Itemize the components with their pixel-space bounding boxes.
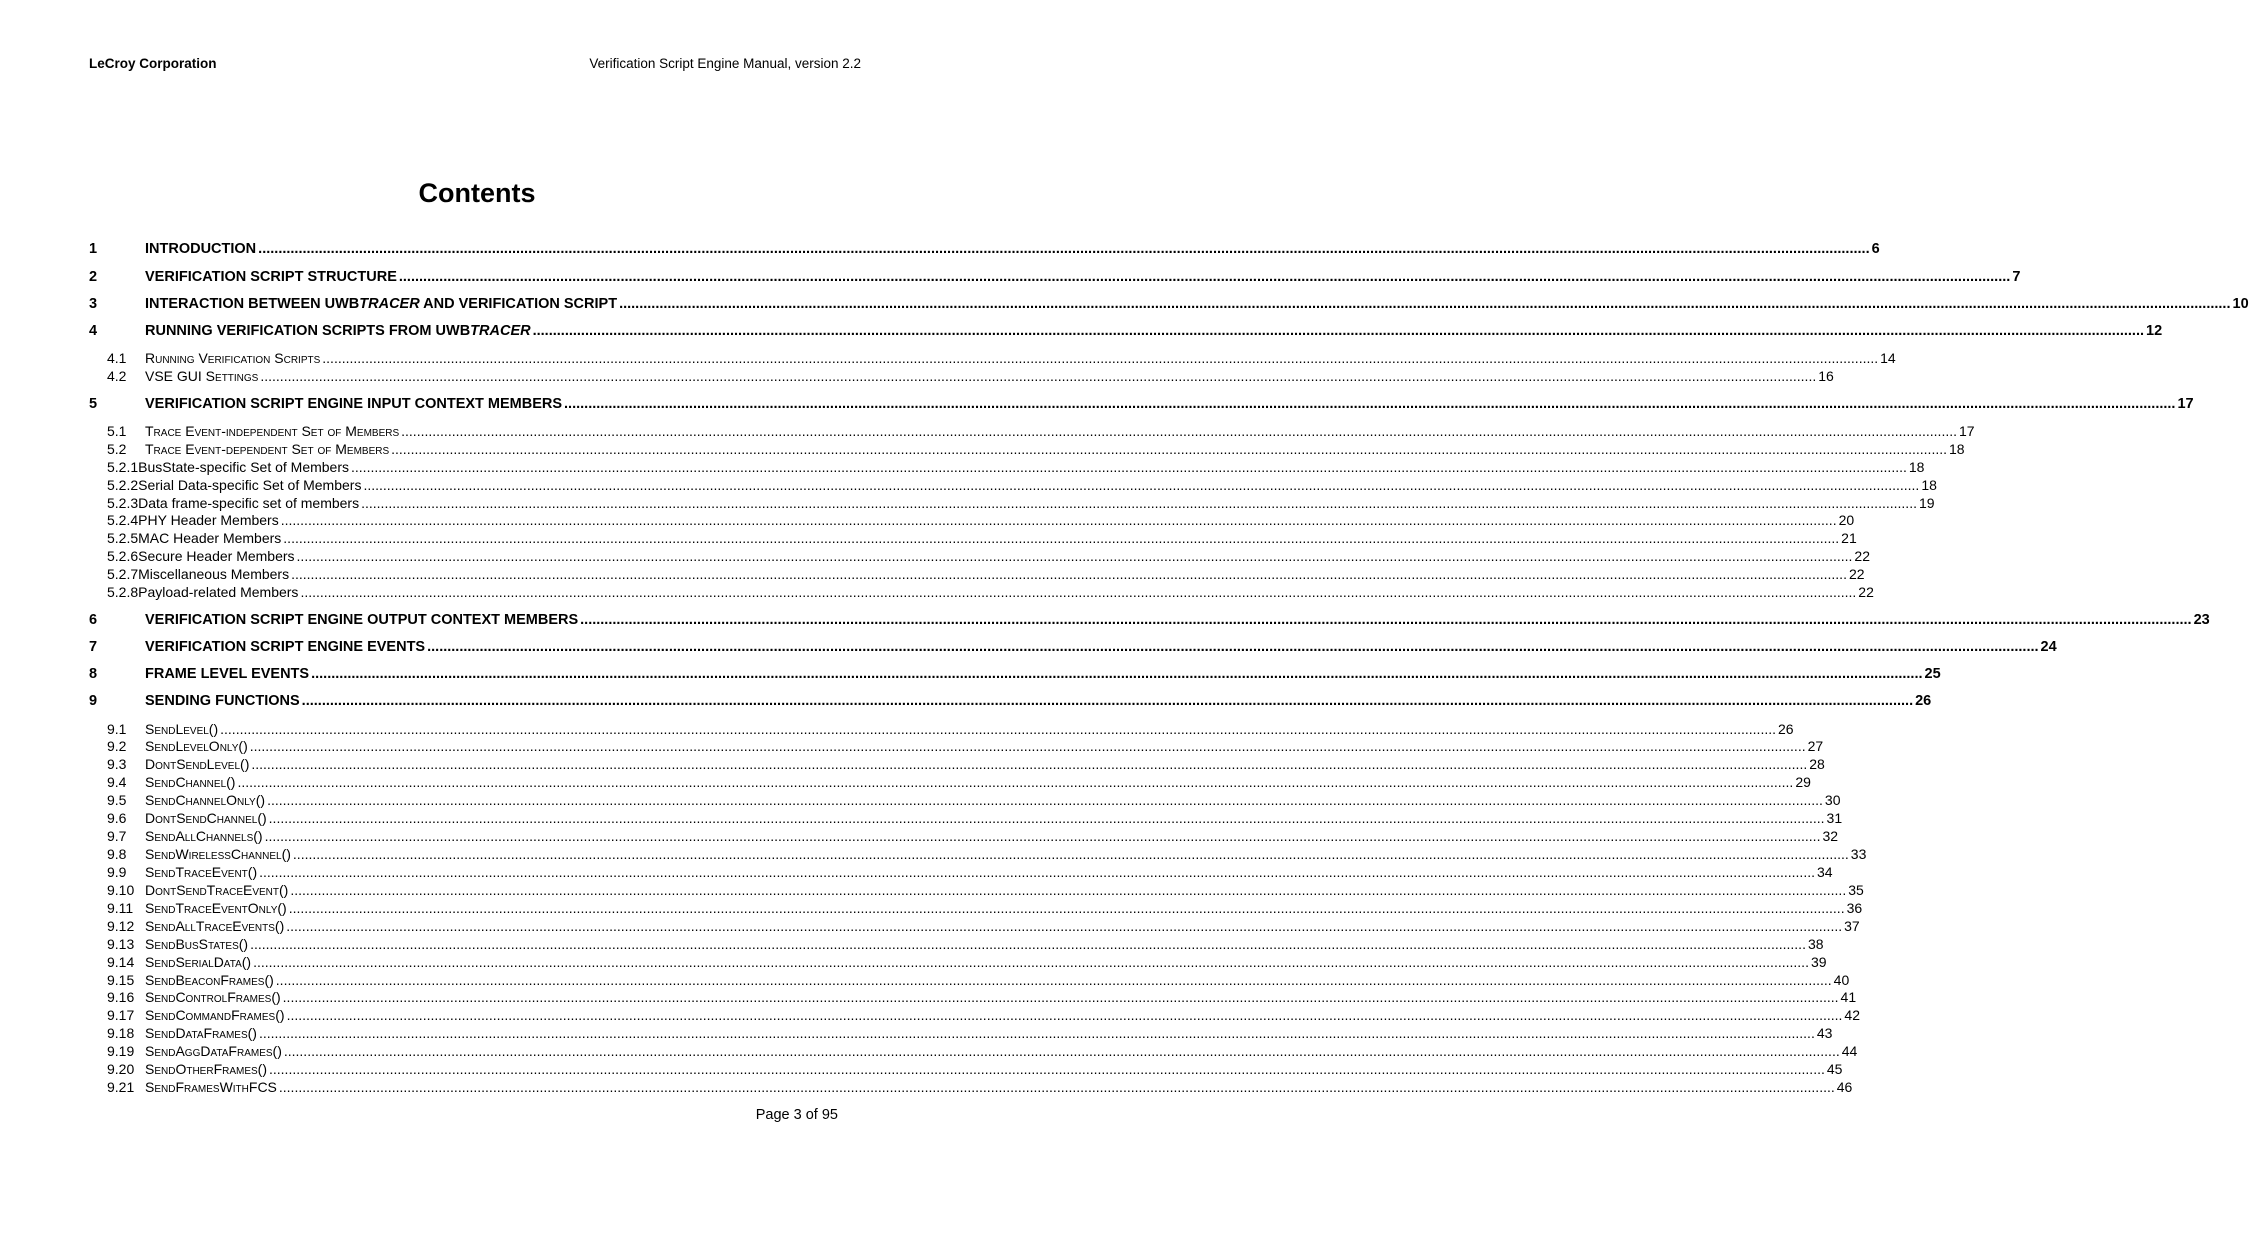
toc-entry-number: 9.10 [107,882,135,898]
toc-entry-page: 28 [1809,756,1825,772]
toc-entry-page: 45 [1826,1061,1843,1077]
toc-entry-page: 29 [1795,774,1811,790]
toc-entry-number: 4.1 [107,350,127,366]
toc-entry-page: 16 [1818,368,1834,384]
toc-dot-leader: ................................................................................................................................................................................................................................................................................................................................................................................................................ [564,396,2176,412]
toc-entry-number: 5.2.5 [107,530,139,546]
toc-dot-leader: ................................................................................................................................................................................................................................................................................................................................................................................................................ [322,350,1879,366]
toc-entry-number: 4 [89,323,98,339]
toc-entry-number: 9.5 [107,792,127,808]
toc-entry-page: 18 [1908,459,1925,475]
toc-entry-label: Serial Data-specific Set of Members [138,477,362,493]
toc-dot-leader: ................................................................................................................................................................................................................................................................................................................................................................................................................ [288,900,1845,916]
toc-entry-number: 9.20 [107,1061,135,1077]
toc-dot-leader: ................................................................................................................................................................................................................................................................................................................................................................................................................ [532,323,2145,339]
toc-entry-page: 21 [1841,530,1857,546]
header-manual-title: Verification Script Engine Manual, version 2.2 [589,56,861,71]
toc-entry-number: 9.4 [107,774,127,790]
toc-entry[interactable] [89,349,1896,367]
toc-entry[interactable] [89,863,1833,881]
toc-entry-label: SendTraceEvent() [145,864,258,880]
toc-entry-number: 5.2.4 [107,512,139,528]
toc-entry-number: 6 [89,612,98,628]
toc-entry-page: 7 [2012,269,2021,285]
toc-entry-page: 10 [2232,296,2249,312]
toc-dot-leader: ................................................................................................................................................................................................................................................................................................................................................................................................................ [278,1079,1835,1095]
toc-dot-leader: ................................................................................................................................................................................................................................................................................................................................................................................................................ [249,738,1806,754]
toc-entry[interactable] [89,1024,1833,1042]
toc-entry[interactable] [89,971,1850,989]
toc-dot-leader: ................................................................................................................................................................................................................................................................................................................................................................................................................ [619,296,2231,312]
toc-dot-leader: ................................................................................................................................................................................................................................................................................................................................................................................................................ [300,584,1857,600]
toc-entry-label: Trace Event-dependent Set of Members [145,441,390,457]
toc-entry-label: SendLevel() [145,721,219,737]
toc-dot-leader: ................................................................................................................................................................................................................................................................................................................................................................................................................ [391,441,1947,457]
toc-dot-leader: ................................................................................................................................................................................................................................................................................................................................................................................................................ [237,774,1794,790]
toc-entry-number: 9.6 [107,810,127,826]
toc-entry-number: 9.11 [107,900,134,916]
toc-entry[interactable] [89,295,2249,313]
toc-entry-page: 20 [1838,512,1855,528]
toc-entry-page: 17 [1959,423,1975,439]
toc-entry-page: 43 [1816,1025,1833,1041]
toc-dot-leader: ................................................................................................................................................................................................................................................................................................................................................................................................................ [291,566,1847,582]
toc-entry[interactable] [89,476,1937,494]
toc-entry[interactable] [89,845,1867,863]
toc-entry-label: FRAME LEVEL EVENTS [145,666,310,682]
toc-entry-label: SendSerialData() [145,954,252,970]
toc-entry[interactable] [89,565,1865,583]
toc-entry[interactable] [89,422,1975,440]
toc-entry-number: 8 [89,666,98,682]
toc-dot-leader: ................................................................................................................................................................................................................................................................................................................................................................................................................ [398,269,2011,285]
toc-entry[interactable] [89,547,1870,565]
toc-dot-leader: ................................................................................................................................................................................................................................................................................................................................................................................................................ [311,666,1923,682]
toc-entry-page: 40 [1833,972,1850,988]
toc-entry[interactable] [89,494,1935,512]
toc-entry-label: RUNNING VERIFICATION SCRIPTS FROM UWBTRACER [145,323,531,339]
toc-entry-label: MAC Header Members [138,530,282,546]
toc-entry-page: 25 [1924,666,1941,682]
toc-dot-leader: ................................................................................................................................................................................................................................................................................................................................................................................................................ [290,882,1847,898]
toc-entry[interactable] [89,322,2163,340]
toc-entry[interactable] [89,899,1863,917]
toc-entry-page: 17 [2177,396,2194,412]
toc-entry[interactable] [89,665,1941,683]
toc-entry-label: DontSendTraceEvent() [145,882,289,898]
toc-entry-page: 24 [2040,639,2057,655]
toc-entry-label: SendOtherFrames() [145,1061,267,1077]
toc-entry[interactable] [89,395,2194,413]
toc-dot-leader: ................................................................................................................................................................................................................................................................................................................................................................................................................ [267,792,1823,808]
toc-entry-label: VERIFICATION SCRIPT ENGINE OUTPUT CONTEXT MEMBERS [145,612,579,628]
page-title: Contents [418,178,536,208]
toc-entry-number: 7 [89,639,98,655]
toc-entry-label: Trace Event-independent Set of Members [145,423,400,439]
toc-entry-number: 5.2.1 [107,459,139,475]
toc-dot-leader: ................................................................................................................................................................................................................................................................................................................................................................................................................ [283,1043,1840,1059]
toc-entry[interactable] [89,511,1855,529]
toc-dot-leader: ................................................................................................................................................................................................................................................................................................................................................................................................................ [253,954,1809,970]
toc-entry[interactable] [89,1078,1853,1096]
toc-entry-label: VERIFICATION SCRIPT ENGINE INPUT CONTEXT MEMBERS [145,396,563,412]
toc-entry-label: Miscellaneous Members [138,566,290,582]
toc-entry-number: 9.3 [107,756,127,772]
toc-entry-label: Payload-related Members [138,584,299,600]
toc-entry-page: 19 [1918,495,1935,511]
toc-entry[interactable] [89,791,1841,809]
toc-entry-label: Secure Header Members [138,548,295,564]
toc-entry-page: 36 [1846,900,1863,916]
toc-entry-number: 5.2.8 [107,584,139,600]
toc-entry[interactable] [89,1006,1860,1024]
toc-entry-label: BusState-specific Set of Members [138,459,350,475]
toc-dot-leader: ................................................................................................................................................................................................................................................................................................................................................................................................................ [260,368,1817,384]
toc-dot-leader: ................................................................................................................................................................................................................................................................................................................................................................................................................ [250,936,1806,952]
toc-entry[interactable] [89,240,1880,258]
toc-entry-label: SendChannelOnly() [145,792,266,808]
toc-entry[interactable] [89,458,1925,476]
toc-entry-label: VERIFICATION SCRIPT STRUCTURE [145,269,397,285]
toc-dot-leader: ................................................................................................................................................................................................................................................................................................................................................................................................................ [283,530,1840,546]
toc-dot-leader: ................................................................................................................................................................................................................................................................................................................................................................................................................ [220,721,1776,737]
toc-entry-label: SendControlFrames() [145,989,281,1005]
toc-entry-number: 4.2 [107,368,127,384]
toc-entry[interactable] [89,611,2210,629]
toc-entry-number: 5.2.7 [107,566,139,582]
toc-entry-number: 2 [89,269,98,285]
toc-entry-label: VERIFICATION SCRIPT ENGINE EVENTS [145,639,426,655]
toc-entry-number: 9.16 [107,989,135,1005]
toc-entry-label: SendAllChannels() [145,828,263,844]
toc-dot-leader: ................................................................................................................................................................................................................................................................................................................................................................................................................ [301,693,1914,709]
toc-entry-page: 41 [1840,989,1857,1005]
toc-entry-number: 5.1 [107,423,127,439]
toc-entry-page: 31 [1826,810,1843,826]
toc-dot-leader: ................................................................................................................................................................................................................................................................................................................................................................................................................ [361,495,1917,511]
toc-dot-leader: ................................................................................................................................................................................................................................................................................................................................................................................................................ [427,639,2039,655]
toc-entry-label: DontSendChannel() [145,810,267,826]
toc-dot-leader: ................................................................................................................................................................................................................................................................................................................................................................................................................ [363,477,1920,493]
toc-entry-label: SendAllTraceEvents() [145,918,285,934]
toc-entry[interactable] [89,935,1824,953]
toc-entry-number: 5.2.3 [107,495,139,511]
toc-entry-label: INTRODUCTION [145,241,257,257]
toc-entry-label: DontSendLevel() [145,756,250,772]
toc-dot-leader: ................................................................................................................................................................................................................................................................................................................................................................................................................ [264,828,1821,844]
toc-entry-number: 5 [89,396,98,412]
toc-entry-number: 9 [89,693,98,709]
toc-dot-leader: ................................................................................................................................................................................................................................................................................................................................................................................................................ [296,548,1853,564]
toc-entry[interactable] [89,367,1834,385]
toc-dot-leader: ................................................................................................................................................................................................................................................................................................................................................................................................................ [292,846,1849,862]
toc-entry-page: 26 [1915,693,1932,709]
toc-entry-label: SendChannel() [145,774,236,790]
toc-dot-leader: ................................................................................................................................................................................................................................................................................................................................................................................................................ [258,241,1870,257]
toc-entry-page: 32 [1822,828,1839,844]
toc-entry[interactable] [89,773,1811,791]
toc-entry-label: SendFramesWithFCS [145,1079,277,1095]
toc-entry-number: 9.9 [107,864,127,880]
toc-entry-label: SendDataFrames() [145,1025,257,1041]
toc-entry-label: SendLevelOnly() [145,738,248,754]
toc-entry[interactable] [89,692,1932,710]
toc-entry-page: 18 [1921,477,1937,493]
toc-entry-label: SENDING FUNCTIONS [145,693,300,709]
toc-entry[interactable] [89,755,1825,773]
toc-entry-page: 42 [1844,1007,1860,1023]
toc-entry-page: 22 [1848,566,1865,582]
toc-entry-page: 26 [1778,721,1794,737]
toc-entry-number: 9.14 [107,954,135,970]
toc-entry-number: 9.19 [107,1043,135,1059]
toc-entry-page: 44 [1841,1043,1858,1059]
toc-dot-leader: ................................................................................................................................................................................................................................................................................................................................................................................................................ [401,423,1957,439]
toc-entry-number: 1 [89,241,98,257]
toc-entry[interactable] [89,953,1827,971]
toc-dot-leader: ................................................................................................................................................................................................................................................................................................................................................................................................................ [259,864,1815,880]
toc-dot-leader: ................................................................................................................................................................................................................................................................................................................................................................................................................ [286,918,1843,934]
page-number: Page 3 of 95 [755,1107,838,1123]
toc-entry-page: 30 [1824,792,1841,808]
toc-dot-leader: ................................................................................................................................................................................................................................................................................................................................................................................................................ [275,972,1832,988]
toc-entry-page: 39 [1810,954,1827,970]
toc-entry-number: 9.8 [107,846,127,862]
toc-entry-page: 23 [2193,612,2210,628]
toc-entry-number: 9.17 [107,1007,135,1023]
toc-entry-label: SendBeaconFrames() [145,972,274,988]
toc-entry-page: 22 [1854,548,1870,564]
toc-dot-leader: ................................................................................................................................................................................................................................................................................................................................................................................................................ [580,612,2192,628]
toc-dot-leader: ................................................................................................................................................................................................................................................................................................................................................................................................................ [251,756,1808,772]
toc-entry[interactable] [89,827,1839,845]
toc-entry-label: VSE GUI Settings [145,368,259,384]
toc-dot-leader: ................................................................................................................................................................................................................................................................................................................................................................................................................ [282,989,1839,1005]
toc-entry-number: 9.13 [107,936,135,952]
toc-entry[interactable] [89,917,1860,935]
toc-entry-label: INTERACTION BETWEEN UWBTRACER AND VERIFICATION SCRIPT [145,296,618,312]
toc-entry-page: 34 [1816,864,1833,880]
toc-entry-number: 9.2 [107,738,127,754]
toc-entry-page: 35 [1848,882,1864,898]
toc-entry-page: 14 [1880,350,1896,366]
toc-entry[interactable] [89,1060,1843,1078]
toc-entry-number: 5.2.6 [107,548,139,564]
toc-entry[interactable] [89,881,1864,899]
toc-entry-number: 9.21 [107,1079,135,1095]
toc-entry-label: SendAggDataFrames() [145,1043,282,1059]
toc-entry-page: 27 [1807,738,1824,754]
toc-entry-page: 18 [1949,441,1965,457]
toc-entry-number: 3 [89,296,98,312]
toc-entry-number: 9.15 [107,972,135,988]
toc-entry-number: 5.2 [107,441,127,457]
toc-entry-label: Data frame-specific set of members [138,495,360,511]
toc-entry-page: 37 [1844,918,1860,934]
toc-dot-leader: ................................................................................................................................................................................................................................................................................................................................................................................................................ [268,810,1825,826]
toc-entry[interactable] [89,268,2021,286]
toc-dot-leader: ................................................................................................................................................................................................................................................................................................................................................................................................................ [351,459,1907,475]
toc-entry-number: 9.12 [107,918,135,934]
toc-entry-page: 22 [1858,584,1874,600]
toc-entry-page: 38 [1807,936,1824,952]
toc-entry-label: SendBusStates() [145,936,249,952]
toc-entry-page: 46 [1836,1079,1853,1095]
toc-entry-page: 12 [2146,323,2163,339]
toc-entry[interactable] [89,809,1843,827]
toc-entry-label: SendCommandFrames() [145,1007,285,1023]
toc-entry[interactable] [89,988,1857,1006]
header-company: LeCroy Corporation [89,56,217,71]
toc-entry[interactable] [89,1042,1858,1060]
toc-entry[interactable] [89,737,1824,755]
toc-dot-leader: ................................................................................................................................................................................................................................................................................................................................................................................................................ [280,512,1837,528]
toc-dot-leader: ................................................................................................................................................................................................................................................................................................................................................................................................................ [258,1025,1815,1041]
toc-entry-label: PHY Header Members [138,512,279,528]
toc-entry-label: SendWirelessChannel() [145,846,291,862]
toc-dot-leader: ................................................................................................................................................................................................................................................................................................................................................................................................................ [269,1061,1825,1077]
toc-entry-page: 33 [1850,846,1867,862]
toc-entry-label: SendTraceEventOnly() [145,900,287,916]
toc-entry-number: 5.2.2 [107,477,139,493]
toc-entry-number: 9.1 [107,721,127,737]
toc-dot-leader: ................................................................................................................................................................................................................................................................................................................................................................................................................ [286,1007,1843,1023]
toc-entry[interactable] [89,529,1857,547]
toc-entry-page: 6 [1871,241,1880,257]
toc-entry[interactable] [89,583,1874,601]
toc-entry-number: 9.7 [107,828,127,844]
toc-entry[interactable] [89,720,1794,738]
toc-entry[interactable] [89,440,1965,458]
toc-entry-label: Running Verification Scripts [145,350,321,366]
toc-entry-number: 9.18 [107,1025,135,1041]
toc-entry[interactable] [89,638,2057,656]
